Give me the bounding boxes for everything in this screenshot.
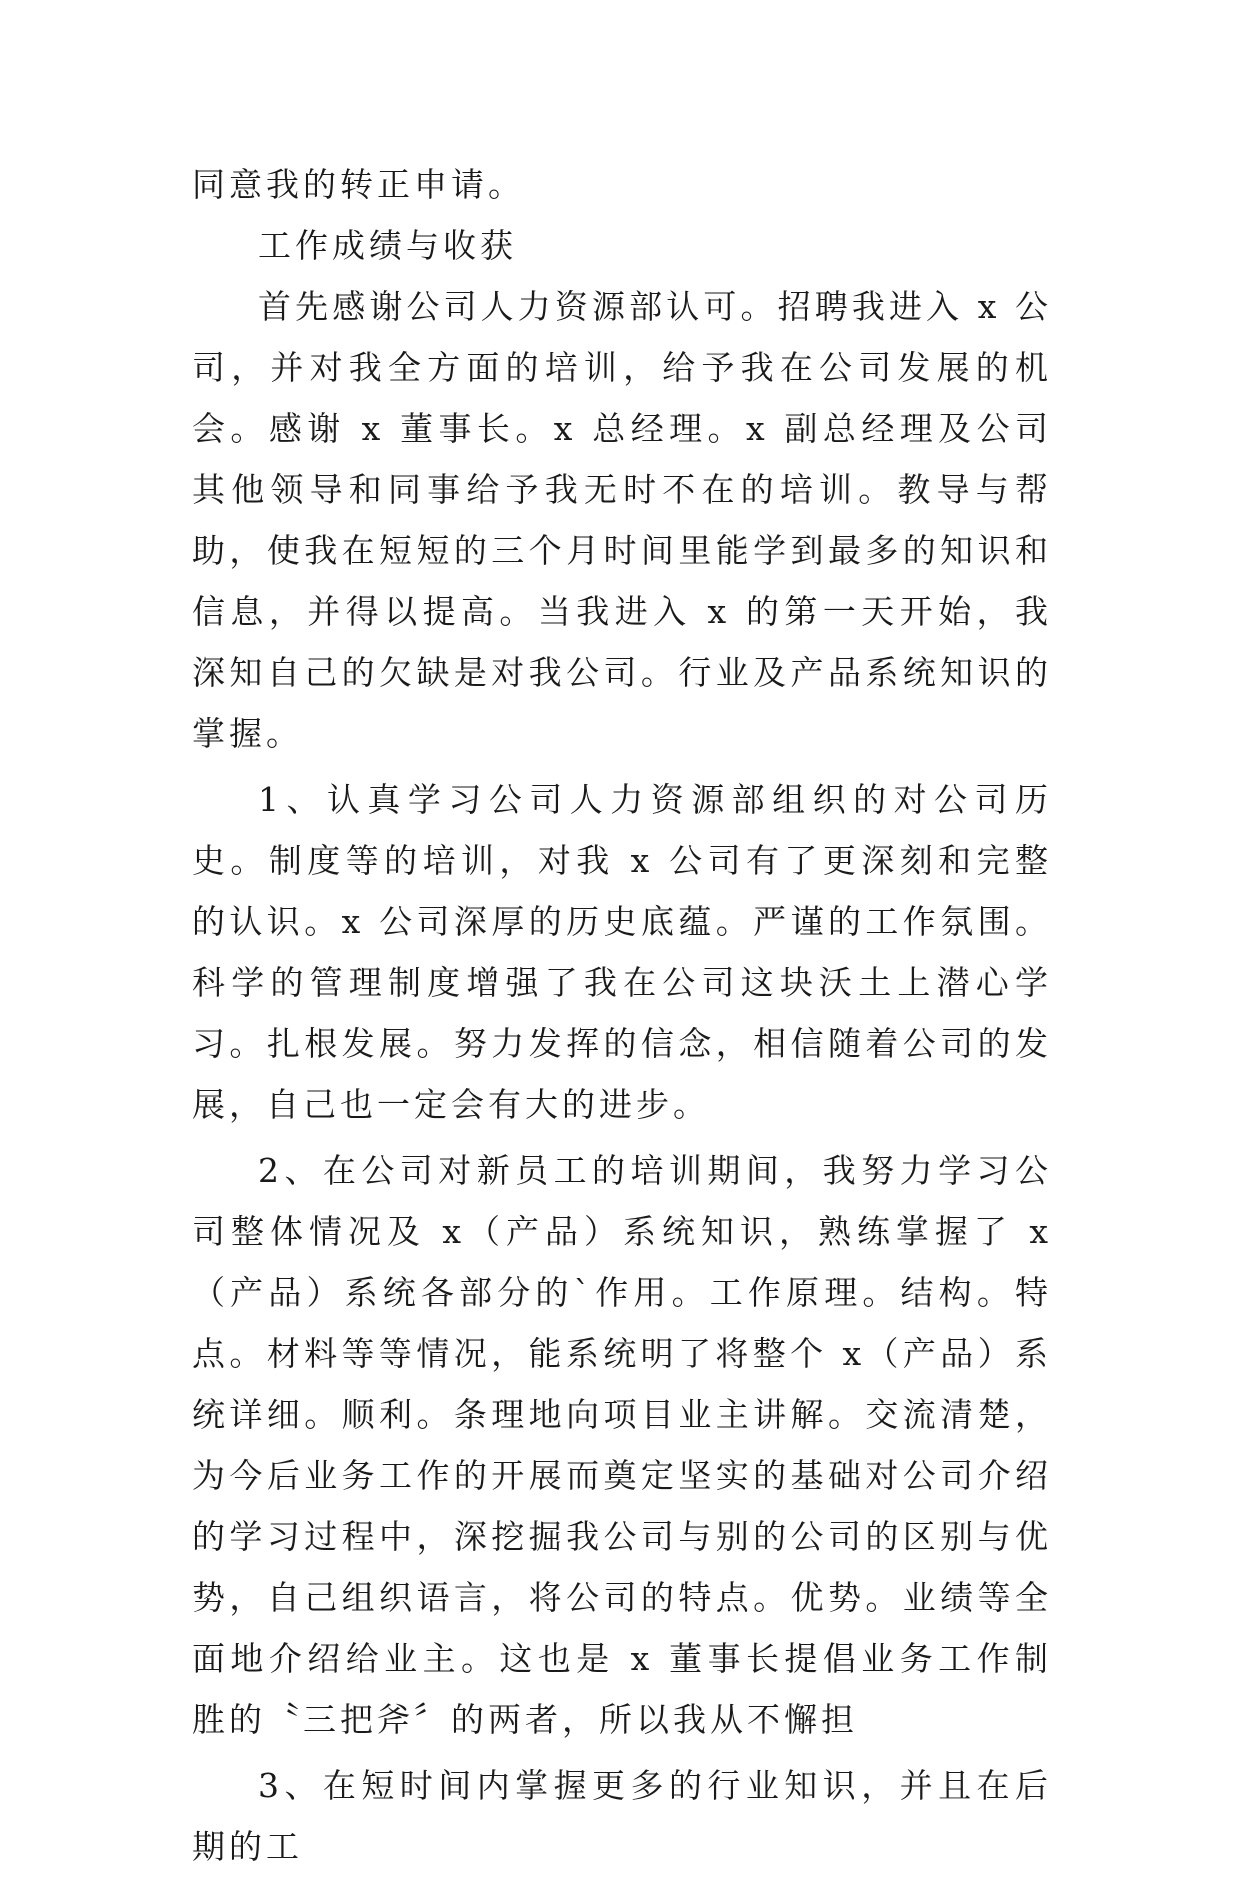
document-body <box>192 154 1052 1877</box>
paragraph-item-2: 2、在公司对新员工的培训期间，我努力学习公司整体情况及 x（产品）系统知识，熟练掌握了 x（产品）系统各部分的`作用。工作原理。结构。特点。材料等等情况，能系统明了将整个 x（产品）系统详细。顺利。条理地向项目业主讲解。交流清楚，为今后业务工作的开展而奠定坚实的基础对公司介绍的学习过程中，深挖掘我公司与别的公司的区别与优势，自己组织语言，将公司的特点。优势。业绩等全面地介绍给业主。这也是 x 董事长提倡业务工作制胜的〝三把斧〞的两者，所以我从不懈担 <box>192 1151 1052 1739</box>
paragraph-item-3: 3、在短时间内掌握更多的行业知识，并且在后期的工 <box>192 1766 1052 1866</box>
section-heading: 工作成绩与收获 <box>258 226 517 265</box>
paragraph-continuation: 同意我的转正申请。 <box>192 165 525 204</box>
paragraph-intro: 首先感谢公司人力资源部认可。招聘我进入 x 公司，并对我全方面的培训，给予我在公司发展的机会。感谢 x 董事长。x 总经理。x 副总经理及公司其他领导和同事给予我无时不在的培训。教导与帮助，使我在短短的三个月时间里能学到最多的知识和信息，并得以提高。当我进入 x 的第一天开始，我深知自己的欠缺是对我公司。行业及产品系统知识的掌握。 <box>192 287 1052 753</box>
paragraph-item-1: 1、认真学习公司人力资源部组织的对公司历史。制度等的培训，对我 x 公司有了更深刻和完整的认识。x 公司深厚的历史底蕴。严谨的工作氛围。科学的管理制度增强了我在公司这块沃土上潜心学习。扎根发展。努力发挥的信念，相信随着公司的发展，自己也一定会有大的进步。 <box>192 780 1052 1124</box>
